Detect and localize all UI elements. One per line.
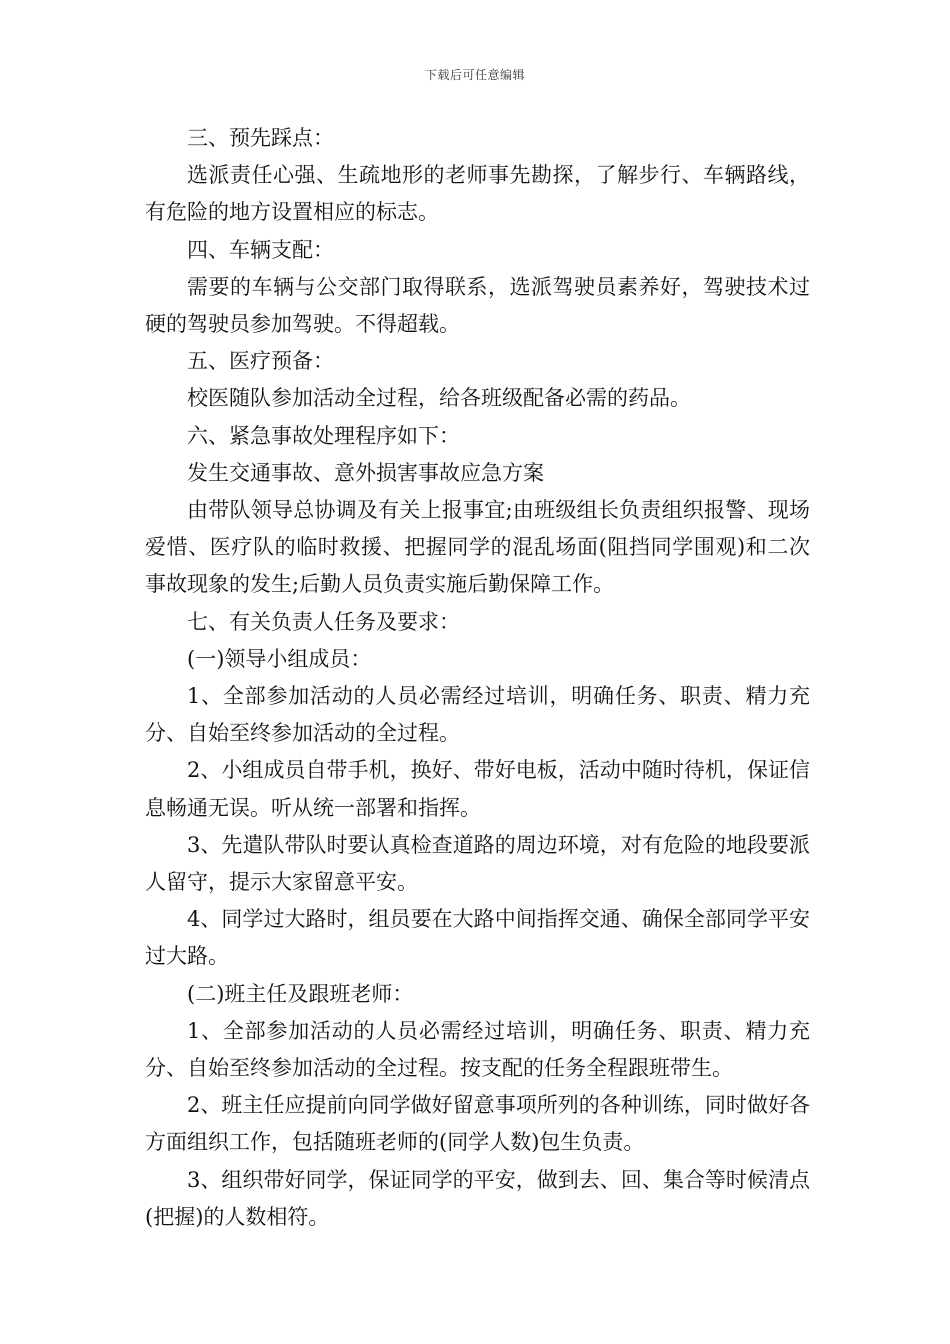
subsection-heading-2: (二)班主任及跟班老师： — [187, 981, 414, 1006]
document-body — [145, 120, 810, 1236]
list-item: 3、先遣队带队时要认真检查道路的周边环境，对有危险的地段要派人留守，提示大家留意平安。 — [145, 832, 810, 895]
section-heading-7: 七、有关负责人任务及要求： — [187, 609, 460, 634]
list-item: 3、组织带好同学，保证同学的平安，做到去、回、集合等时候清点(把握)的人数相符。 — [145, 1167, 810, 1229]
paragraph: 选派责任心强、生疏地形的老师事先勘探，了解步行、车辆路线，有危险的地方设置相应的标志。 — [145, 163, 810, 225]
paragraph: 需要的车辆与公交部门取得联系，选派驾驶员素养好，驾驶技术过硬的驾驶员参加驾驶。不得超载。 — [145, 274, 810, 337]
section-heading-6: 六、紧急事故处理程序如下： — [187, 423, 460, 448]
list-item: 1、全部参加活动的人员必需经过培训，明确任务、职责、精力充分、自始至终参加活动的全过程。按支配的任务全程跟班带生。 — [145, 1018, 810, 1081]
list-item: 1、全部参加活动的人员必需经过培训，明确任务、职责、精力充分、自始至终参加活动的全过程。 — [145, 684, 810, 746]
page-header: 下载后可任意编辑 — [424, 68, 525, 82]
list-item: 2、小组成员自带手机，换好、带好电板，活动中随时待机，保证信息畅通无误。听从统一部署和指挥。 — [145, 758, 810, 820]
section-heading-3: 三、预先踩点： — [187, 126, 334, 150]
paragraph: 由带队领导总协调及有关上报事宜;由班级组长负责组织报警、现场爱惜、医疗队的临时救援、把握同学的混乱场面(阻挡同学围观)和二次事故现象的发生;后勤人员负责实施后勤保障工作。 — [145, 498, 810, 597]
subsection-heading-1: (一)领导小组成员： — [187, 646, 372, 671]
list-item: 4、同学过大路时，组员要在大路中间指挥交通、确保全部同学平安过大路。 — [145, 907, 810, 969]
paragraph: 发生交通事故、意外损害事故应急方案 — [187, 460, 544, 485]
section-heading-4: 四、车辆支配： — [187, 237, 334, 262]
paragraph: 校医随队参加活动全过程，给各班级配备必需的药品。 — [187, 386, 691, 411]
section-heading-5: 五、医疗预备： — [187, 349, 334, 374]
list-item: 2、班主任应提前向同学做好留意事项所列的各种训练，同时做好各方面组织工作，包括随班老师的(同学人数)包生负责。 — [145, 1093, 810, 1155]
